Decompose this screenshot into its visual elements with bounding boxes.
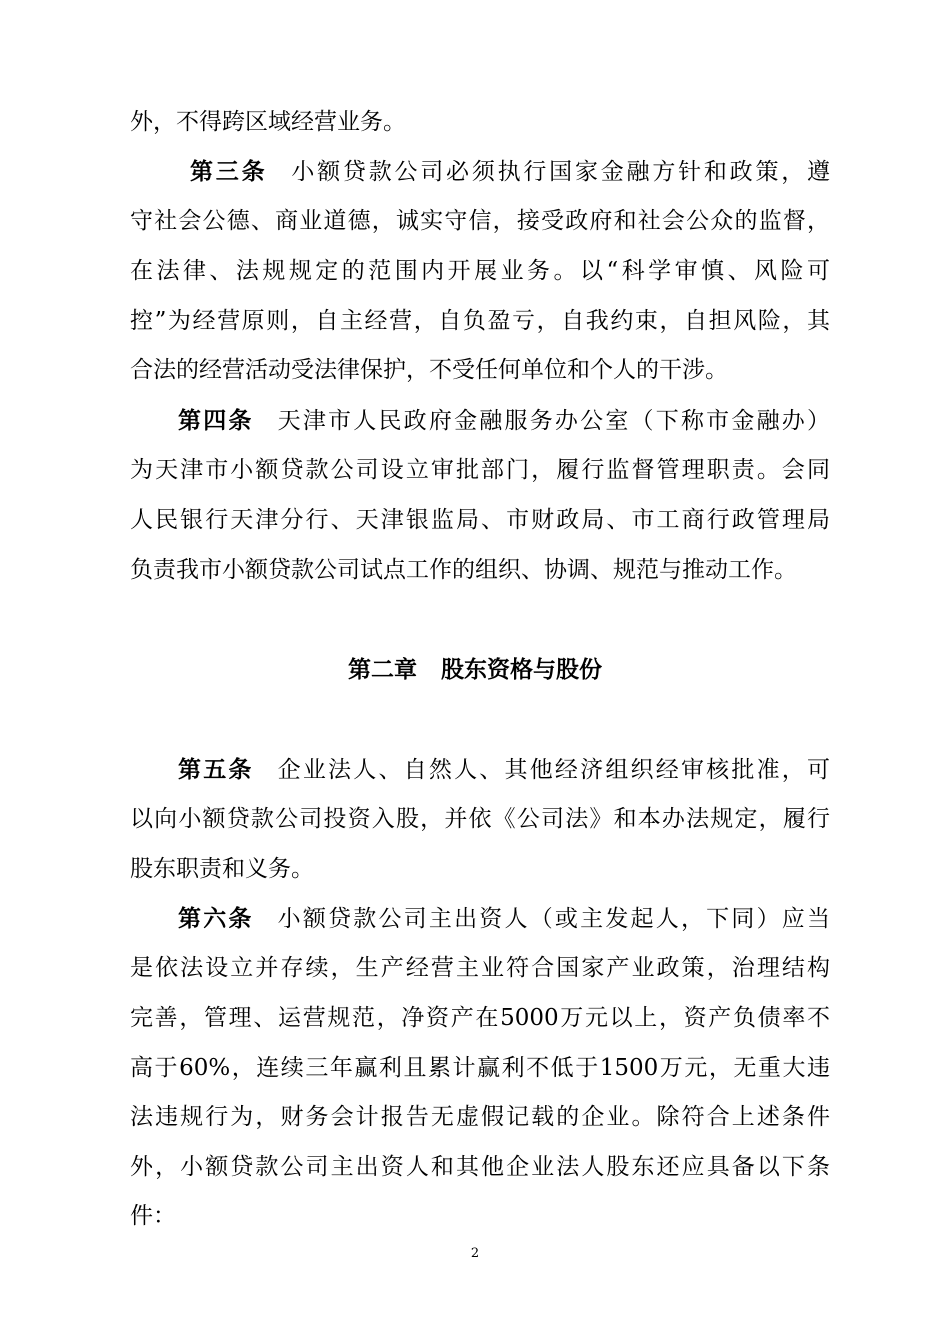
text-span: 小额贷款公司必须执行国家金融方针和政策，遵	[291, 159, 831, 185]
article-3-label: 第三条	[190, 158, 268, 185]
text-line: 控”为经营原则，自主经营，自负盈亏，自我约束，自担风险，其	[130, 308, 830, 334]
text-line: 以向小额贷款公司投资入股，并依《公司法》和本办法规定，履行	[130, 806, 830, 832]
chapter-heading	[0, 650, 950, 690]
chapter-title: 股东资格与股份	[441, 656, 602, 683]
article-4-label: 第四条	[178, 407, 254, 434]
text-line: 股东职责和义务。	[130, 856, 314, 882]
text-span: 天津市人民政府金融服务办公室（下称市金融办）	[277, 408, 830, 434]
text-line: 在法律、法规规定的范围内开展业务。以“科学审慎、风险可	[130, 258, 830, 284]
article-5-first-line	[178, 750, 830, 790]
article-6-label: 第六条	[178, 905, 254, 932]
article-6-first-line	[178, 899, 830, 939]
text-line: 外，不得跨区域经营业务。	[130, 109, 406, 135]
text-line: 法违规行为，财务会计报告无虚假记载的企业。除符合上述条件	[130, 1104, 830, 1130]
text-span: 小额贷款公司主出资人（或主发起人，下同）应当	[277, 906, 830, 932]
text-line: 人民银行天津分行、天津银监局、市财政局、市工商行政管理局	[130, 507, 830, 533]
chapter-number: 第二章	[348, 656, 417, 683]
text-line: 守社会公德、商业道德，诚实守信，接受政府和社会公众的监督，	[130, 208, 830, 234]
text-line: 是依法设立并存续，生产经营主业符合国家产业政策，治理结构	[130, 955, 830, 981]
text-line: 负责我市小额贷款公司试点工作的组织、协调、规范与推动工作。	[130, 557, 797, 583]
text-line: 高于60%，连续三年赢利且累计赢利不低于1500万元，无重大违	[130, 1055, 830, 1081]
text-span: 企业法人、自然人、其他经济组织经审核批准，可	[277, 757, 830, 783]
page-number: 2	[470, 1246, 480, 1261]
article-4-first-line	[178, 401, 830, 441]
text-line: 完善，管理、运营规范，净资产在5000万元以上，资产负债率不	[130, 1005, 830, 1031]
article-3-first-line	[190, 152, 830, 192]
article-5-label: 第五条	[178, 756, 254, 783]
text-line: 合法的经营活动受法律保护，不受任何单位和个人的干涉。	[130, 357, 728, 383]
text-line: 件：	[130, 1203, 176, 1229]
text-line: 为天津市小额贷款公司设立审批部门，履行监督管理职责。会同	[130, 457, 830, 483]
text-line: 外，小额贷款公司主出资人和其他企业法人股东还应具备以下条	[130, 1154, 830, 1180]
